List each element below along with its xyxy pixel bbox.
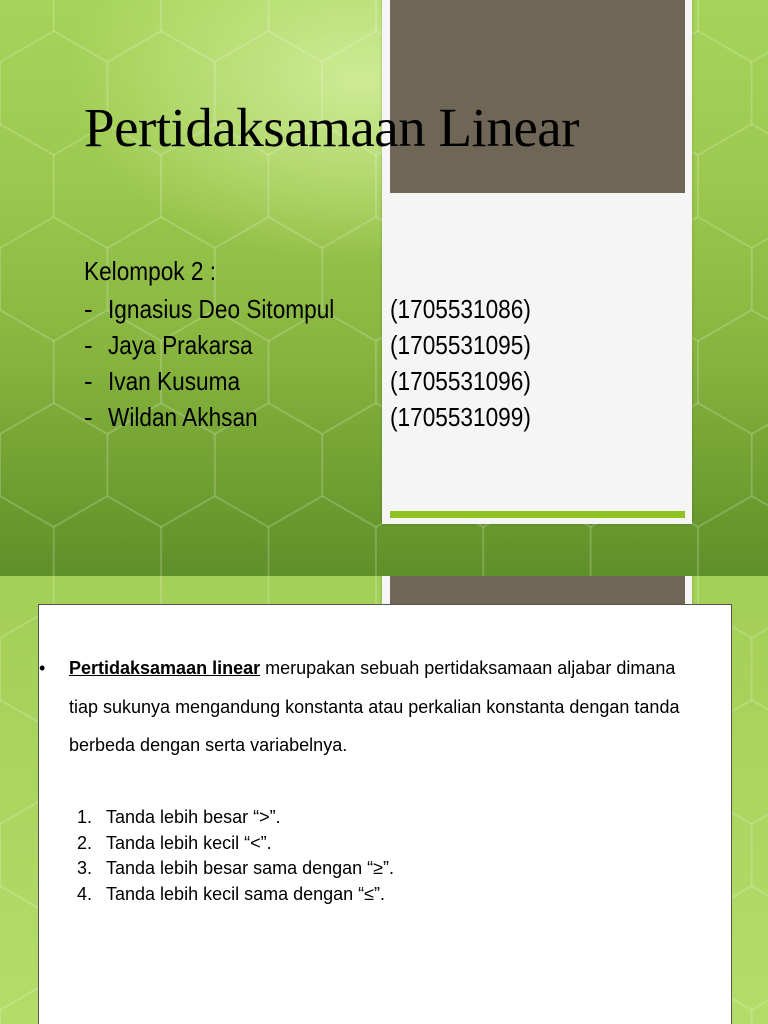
member-dash: - <box>84 402 93 432</box>
member-row <box>84 366 644 402</box>
definition-paragraph <box>69 649 689 765</box>
list-text: Tanda lebih besar “>”. <box>106 807 281 827</box>
group-label: Kelompok 2 : <box>84 256 217 286</box>
member-row <box>84 294 644 330</box>
list-text: Tanda lebih kecil “<”. <box>106 832 272 853</box>
list-item <box>77 807 394 833</box>
member-nim: (1705531095) <box>390 330 531 360</box>
bullet-icon: • <box>39 658 46 678</box>
member-dash: - <box>84 294 93 324</box>
list-item <box>77 833 394 859</box>
list-number: 4. <box>77 883 93 904</box>
list-number: 2. <box>77 832 93 853</box>
member-dash: - <box>84 366 93 396</box>
slide-definition <box>0 576 768 1024</box>
list-number: 1. <box>77 807 93 827</box>
slide-title-text: Pertidaksamaan Linear <box>84 97 579 158</box>
member-nim: (1705531099) <box>390 402 531 432</box>
sign-list <box>77 807 394 909</box>
member-nim: (1705531096) <box>390 366 531 396</box>
member-row <box>84 330 644 366</box>
member-nim: (1705531086) <box>390 294 531 324</box>
member-name: Jaya Prakarsa <box>108 330 253 360</box>
list-item <box>77 884 394 910</box>
member-row <box>84 402 644 438</box>
member-dash: - <box>84 330 93 360</box>
member-name: Ignasius Deo Sitompul <box>108 294 335 324</box>
definition-term: Pertidaksamaan linear <box>69 658 261 678</box>
decorative-card <box>382 0 692 524</box>
member-name: Wildan Akhsan <box>108 402 258 432</box>
list-text: Tanda lebih kecil sama dengan “≤”. <box>106 883 386 904</box>
list-text: Tanda lebih besar sama dengan “≥”. <box>106 858 395 878</box>
member-name: Ivan Kusuma <box>108 366 241 396</box>
list-number: 3. <box>77 858 93 878</box>
definition-text: merupakan sebuah pertidaksamaan aljabar dimana tiap sukunya mengandung konstanta atau perkalian konstanta dengan tanda berbeda dengan serta variabelnya. <box>69 658 680 755</box>
content-panel <box>38 604 732 1024</box>
list-item <box>77 858 394 884</box>
accent-bar <box>390 511 685 518</box>
